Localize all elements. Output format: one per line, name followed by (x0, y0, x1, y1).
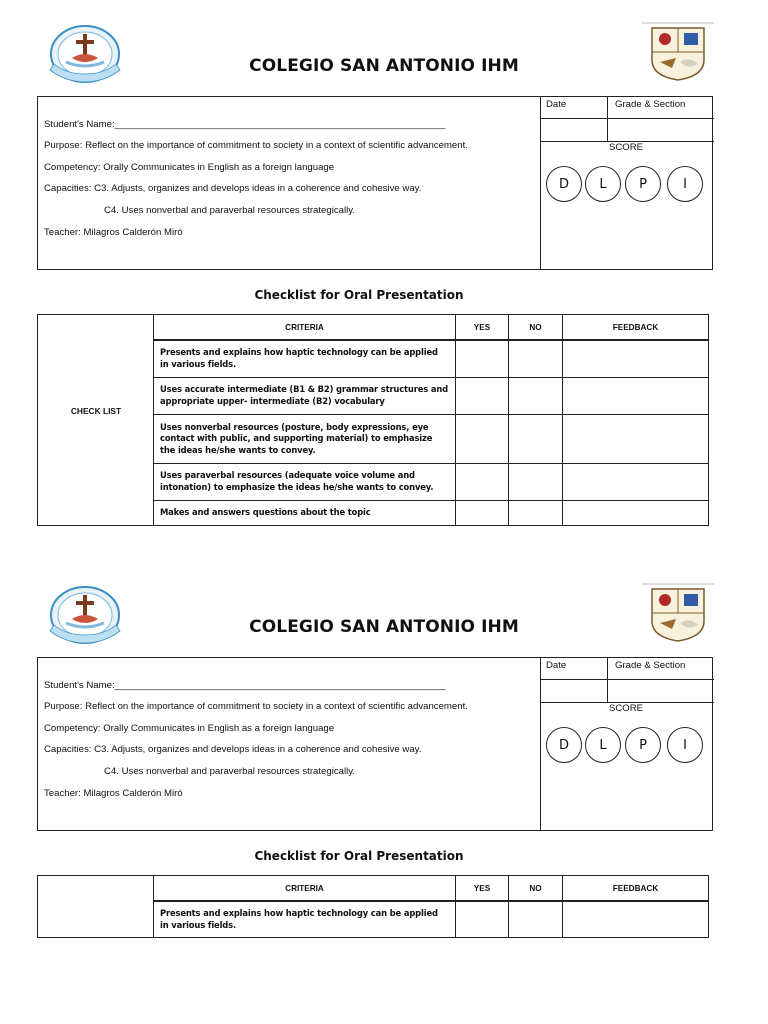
checklist-table (37, 314, 709, 526)
school-seal-logo (46, 585, 124, 645)
competency-text: Competency: Orally Communicates in English as a foreign language (44, 162, 335, 173)
school-crest-logo (642, 583, 714, 643)
table-row (154, 378, 708, 415)
grade-section-field[interactable] (608, 680, 714, 703)
criteria-cell: Uses accurate intermediate (B1 & B2) grammar structures and appropriate upper- intermediate (B2) vocabulary (154, 378, 456, 414)
feedback-cell[interactable] (563, 902, 708, 937)
score-label: SCORE (608, 142, 644, 153)
student-name-field[interactable]: Student's Name:______________________________________________________________ (44, 119, 446, 130)
table-row (154, 341, 708, 378)
score-option-i[interactable]: I (667, 166, 703, 202)
criteria-cell: Makes and answers questions about the topic (154, 501, 456, 525)
yes-checkbox-cell[interactable] (456, 341, 509, 377)
criteria-cell: Uses paraverbal resources (adequate voice volume and intonation) to emphasize the ideas he/she wants to convey. (154, 464, 456, 500)
checklist-title: Checklist for Oral Presentation (254, 849, 464, 863)
criteria-cell: Uses nonverbal resources (posture, body expressions, eye contact with public, and supporting material) to emphasize the ideas he/she wants to convey. (154, 415, 456, 463)
yes-checkbox-cell[interactable] (456, 415, 509, 463)
score-option-l[interactable]: L (585, 727, 621, 763)
student-info-box (37, 96, 713, 270)
criteria-header: CRITERIA (154, 315, 456, 339)
date-label: Date (540, 97, 608, 119)
form-section-2 (0, 561, 768, 1024)
score-option-d[interactable]: D (546, 166, 582, 202)
yes-checkbox-cell[interactable] (456, 378, 509, 414)
yes-header: YES (456, 315, 509, 339)
table-header-row (154, 315, 708, 341)
grade-section-field[interactable] (608, 119, 714, 142)
feedback-cell[interactable] (563, 501, 708, 525)
feedback-cell[interactable] (563, 341, 708, 377)
feedback-header: FEEDBACK (612, 322, 659, 332)
yes-checkbox-cell[interactable] (456, 464, 509, 500)
score-option-d[interactable]: D (546, 727, 582, 763)
school-crest-logo (642, 22, 714, 82)
criteria-cell: Presents and explains how haptic technology can be applied in various fields. (154, 902, 456, 937)
school-title: COLEGIO SAN ANTONIO IHM (249, 617, 519, 637)
table-row (154, 501, 708, 525)
criteria-cell: Presents and explains how haptic technology can be applied in various fields. (154, 341, 456, 377)
purpose-text: Purpose: Reflect on the importance of commitment to society in a context of scientific advancement. (44, 140, 468, 151)
no-checkbox-cell[interactable] (509, 415, 563, 463)
purpose-text: Purpose: Reflect on the importance of commitment to society in a context of scientific advancement. (44, 701, 468, 712)
student-name-field[interactable]: Student's Name:______________________________________________________________ (44, 680, 446, 691)
feedback-cell[interactable] (563, 415, 708, 463)
date-label: Date (540, 658, 608, 680)
score-panel (540, 97, 712, 269)
criteria-table (154, 876, 708, 937)
criteria-header: CRITERIA (154, 876, 456, 900)
no-header: NO (509, 876, 563, 900)
yes-checkbox-cell[interactable] (456, 902, 509, 937)
school-seal-logo (46, 24, 124, 84)
score-option-p[interactable]: P (625, 166, 661, 202)
teacher-text: Teacher: Milagros Calderón Miró (44, 227, 183, 238)
date-field[interactable] (540, 680, 608, 703)
student-info-box (37, 657, 713, 831)
no-checkbox-cell[interactable] (509, 902, 563, 937)
teacher-text: Teacher: Milagros Calderón Miró (44, 788, 183, 799)
score-panel (540, 658, 712, 830)
school-title: COLEGIO SAN ANTONIO IHM (249, 56, 519, 76)
capacity-c3-text: Capacities: C3. Adjusts, organizes and develops ideas in a coherence and cohesive way. (44, 744, 422, 755)
table-row (154, 464, 708, 501)
criteria-table (154, 315, 708, 525)
no-checkbox-cell[interactable] (509, 341, 563, 377)
score-option-l[interactable]: L (585, 166, 621, 202)
grade-section-label: Grade & Section (608, 658, 714, 680)
checklist-title: Checklist for Oral Presentation (254, 288, 464, 302)
yes-header: YES (456, 876, 509, 900)
table-row (154, 415, 708, 464)
score-option-i[interactable]: I (667, 727, 703, 763)
capacity-c3-text: Capacities: C3. Adjusts, organizes and develops ideas in a coherence and cohesive way. (44, 183, 422, 194)
feedback-cell[interactable] (563, 464, 708, 500)
yes-checkbox-cell[interactable] (456, 501, 509, 525)
feedback-header: FEEDBACK (612, 883, 659, 893)
table-row (154, 902, 708, 937)
table-header-row (154, 876, 708, 902)
capacity-c4-text: C4. Uses nonverbal and paraverbal resources strategically. (104, 205, 355, 216)
feedback-cell[interactable] (563, 378, 708, 414)
checklist-table (37, 875, 709, 938)
date-field[interactable] (540, 119, 608, 142)
score-label: SCORE (608, 703, 644, 714)
no-checkbox-cell[interactable] (509, 464, 563, 500)
no-header: NO (509, 315, 563, 339)
grade-section-label: Grade & Section (608, 97, 714, 119)
checklist-side-column (38, 876, 154, 937)
info-details (38, 658, 541, 830)
checklist-side-label: CHECK LIST (70, 406, 122, 416)
info-details (38, 97, 541, 269)
competency-text: Competency: Orally Communicates in English as a foreign language (44, 723, 335, 734)
capacity-c4-text: C4. Uses nonverbal and paraverbal resources strategically. (104, 766, 355, 777)
score-option-p[interactable]: P (625, 727, 661, 763)
no-checkbox-cell[interactable] (509, 378, 563, 414)
checklist-side-column (38, 315, 154, 525)
no-checkbox-cell[interactable] (509, 501, 563, 525)
